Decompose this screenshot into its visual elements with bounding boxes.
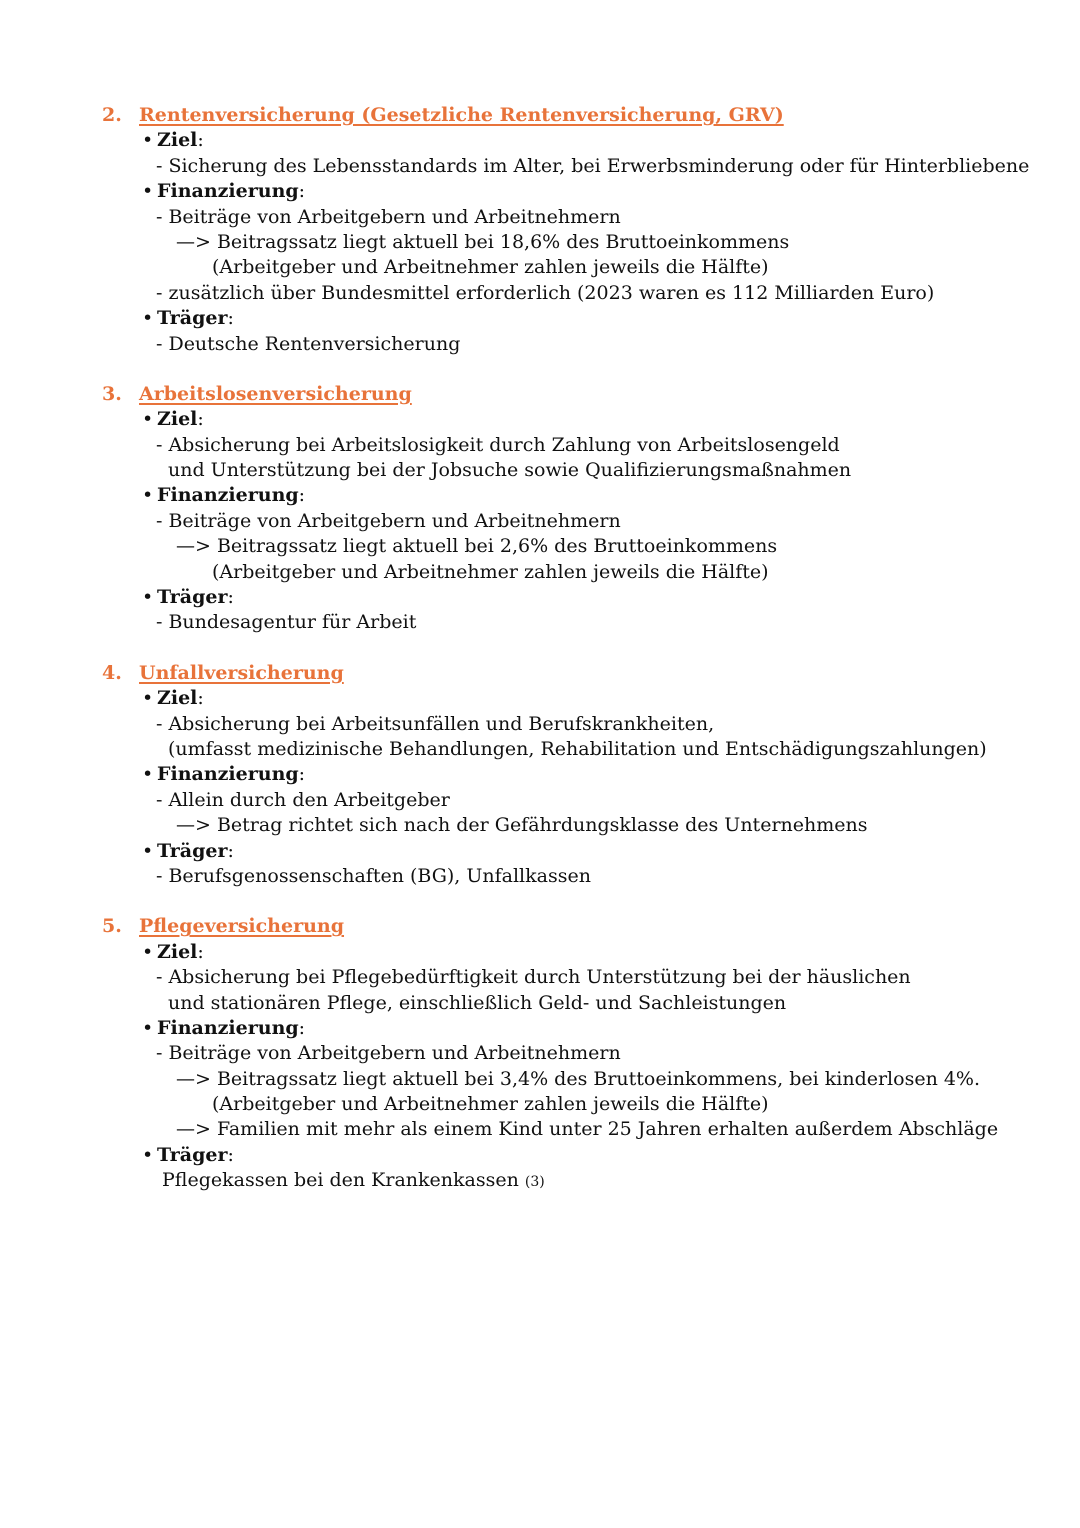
ziel-text: - Absicherung bei Arbeitsunfällen und Berufskrankheiten, (156, 712, 715, 735)
bullet-finanzierung: • Finanzierung: (102, 179, 1080, 204)
finanzierung-arrow-item: —> Familien mit mehr als einem Kind unter 25 Jahren erhalten außerdem Abschläge (176, 1118, 999, 1141)
bullet-ziel: • Ziel: (102, 940, 1080, 965)
section-heading (102, 914, 1080, 939)
section-number: 4. (102, 661, 122, 684)
bullet-traeger: • Träger: (102, 585, 1080, 610)
bullet-traeger: • Träger: (102, 1143, 1080, 1168)
finanzierung-arrow-item: —> Betrag richtet sich nach der Gefährdungsklasse des Unternehmens (176, 814, 868, 837)
ziel-text: - Absicherung bei Arbeitslosigkeit durch Zahlung von Arbeitslosengeld (156, 433, 840, 456)
finanzierung-item: - zusätzlich über Bundesmittel erforderlich (2023 waren es 112 Milliarden Euro) (156, 281, 935, 304)
ziel-text-continuation: (umfasst medizinische Behandlungen, Rehabilitation und Entschädigungszahlungen) (168, 737, 987, 760)
finanzierung-item: - Beiträge von Arbeitgebern und Arbeitnehmern (156, 205, 621, 228)
ziel-text-continuation: und Unterstützung bei der Jobsuche sowie Qualifizierungsmaßnahmen (168, 459, 852, 482)
bullet-ziel: • Ziel: (102, 686, 1080, 711)
section-number: 5. (102, 915, 122, 938)
section-title: Arbeitslosenversicherung (139, 382, 412, 405)
bullet-traeger: • Träger: (102, 839, 1080, 864)
bullet-dot-icon: • (142, 763, 154, 786)
traeger-text: - Bundesagentur für Arbeit (156, 611, 417, 634)
finanzierung-arrow-item: —> Beitragssatz liegt aktuell bei 2,6% des Bruttoeinkommens (176, 535, 778, 558)
finanzierung-item: - Beiträge von Arbeitgebern und Arbeitnehmern (156, 509, 621, 532)
finanzierung-arrow-continuation: (Arbeitgeber und Arbeitnehmer zahlen jeweils die Hälfte) (212, 1093, 769, 1116)
section-heading (102, 661, 1080, 686)
bullet-traeger: • Träger: (102, 306, 1080, 331)
bullet-dot-icon: • (142, 129, 154, 152)
section-unfallversicherung (102, 661, 1080, 890)
finanzierung-arrow-continuation: (Arbeitgeber und Arbeitnehmer zahlen jeweils die Hälfte) (212, 256, 769, 279)
bullet-dot-icon: • (142, 839, 154, 862)
bullet-dot-icon: • (142, 940, 154, 963)
bullet-dot-icon: • (142, 180, 154, 203)
bullet-dot-icon: • (142, 408, 154, 431)
finanzierung-item: - Beiträge von Arbeitgebern und Arbeitnehmern (156, 1042, 621, 1065)
section-heading (102, 382, 1080, 407)
bullet-dot-icon: • (142, 1016, 154, 1039)
bullet-dot-icon: • (142, 687, 154, 710)
bullet-finanzierung: • Finanzierung: (102, 1016, 1080, 1041)
bullet-dot-icon: • (142, 484, 154, 507)
bullet-dot-icon: • (142, 1143, 154, 1166)
bullet-ziel: • Ziel: (102, 128, 1080, 153)
reference-marker: (3) (524, 1174, 545, 1191)
section-heading (102, 103, 1080, 128)
ziel-text: - Sicherung des Lebensstandards im Alter, bei Erwerbsminderung oder für Hinterbliebene (156, 154, 1030, 177)
traeger-name: Pflegekassen bei den Krankenkassen (162, 1169, 519, 1192)
bullet-dot-icon: • (142, 586, 154, 609)
section-title: Rentenversicherung (Gesetzliche Rentenversicherung, GRV) (139, 104, 784, 126)
section-pflegeversicherung (102, 914, 1080, 1193)
section-number: 3. (102, 382, 122, 405)
traeger-text: - Berufsgenossenschaften (BG), Unfallkassen (156, 864, 591, 887)
section-arbeitslosenversicherung (102, 382, 1080, 636)
traeger-text: - Deutsche Rentenversicherung (156, 332, 461, 355)
section-title: Pflegeversicherung (139, 915, 345, 938)
finanzierung-item: - Allein durch den Arbeitgeber (156, 788, 450, 811)
traeger-text (102, 1168, 1080, 1193)
finanzierung-arrow-item: —> Beitragssatz liegt aktuell bei 18,6% des Bruttoeinkommens (176, 230, 790, 253)
ziel-text-continuation: und stationären Pflege, einschließlich Geld- und Sachleistungen (168, 991, 787, 1014)
bullet-finanzierung: • Finanzierung: (102, 762, 1080, 787)
section-number: 2. (102, 104, 122, 126)
ziel-text: - Absicherung bei Pflegebedürftigkeit durch Unterstützung bei der häuslichen (156, 966, 911, 989)
section-rentenversicherung (102, 103, 1080, 357)
bullet-finanzierung: • Finanzierung: (102, 483, 1080, 508)
section-title: Unfallversicherung (139, 661, 344, 684)
bullet-ziel: • Ziel: (102, 407, 1080, 432)
bullet-dot-icon: • (142, 307, 154, 330)
finanzierung-arrow-item: —> Beitragssatz liegt aktuell bei 3,4% des Bruttoeinkommens, bei kinderlosen 4%. (176, 1067, 981, 1090)
finanzierung-arrow-continuation: (Arbeitgeber und Arbeitnehmer zahlen jeweils die Hälfte) (212, 560, 769, 583)
